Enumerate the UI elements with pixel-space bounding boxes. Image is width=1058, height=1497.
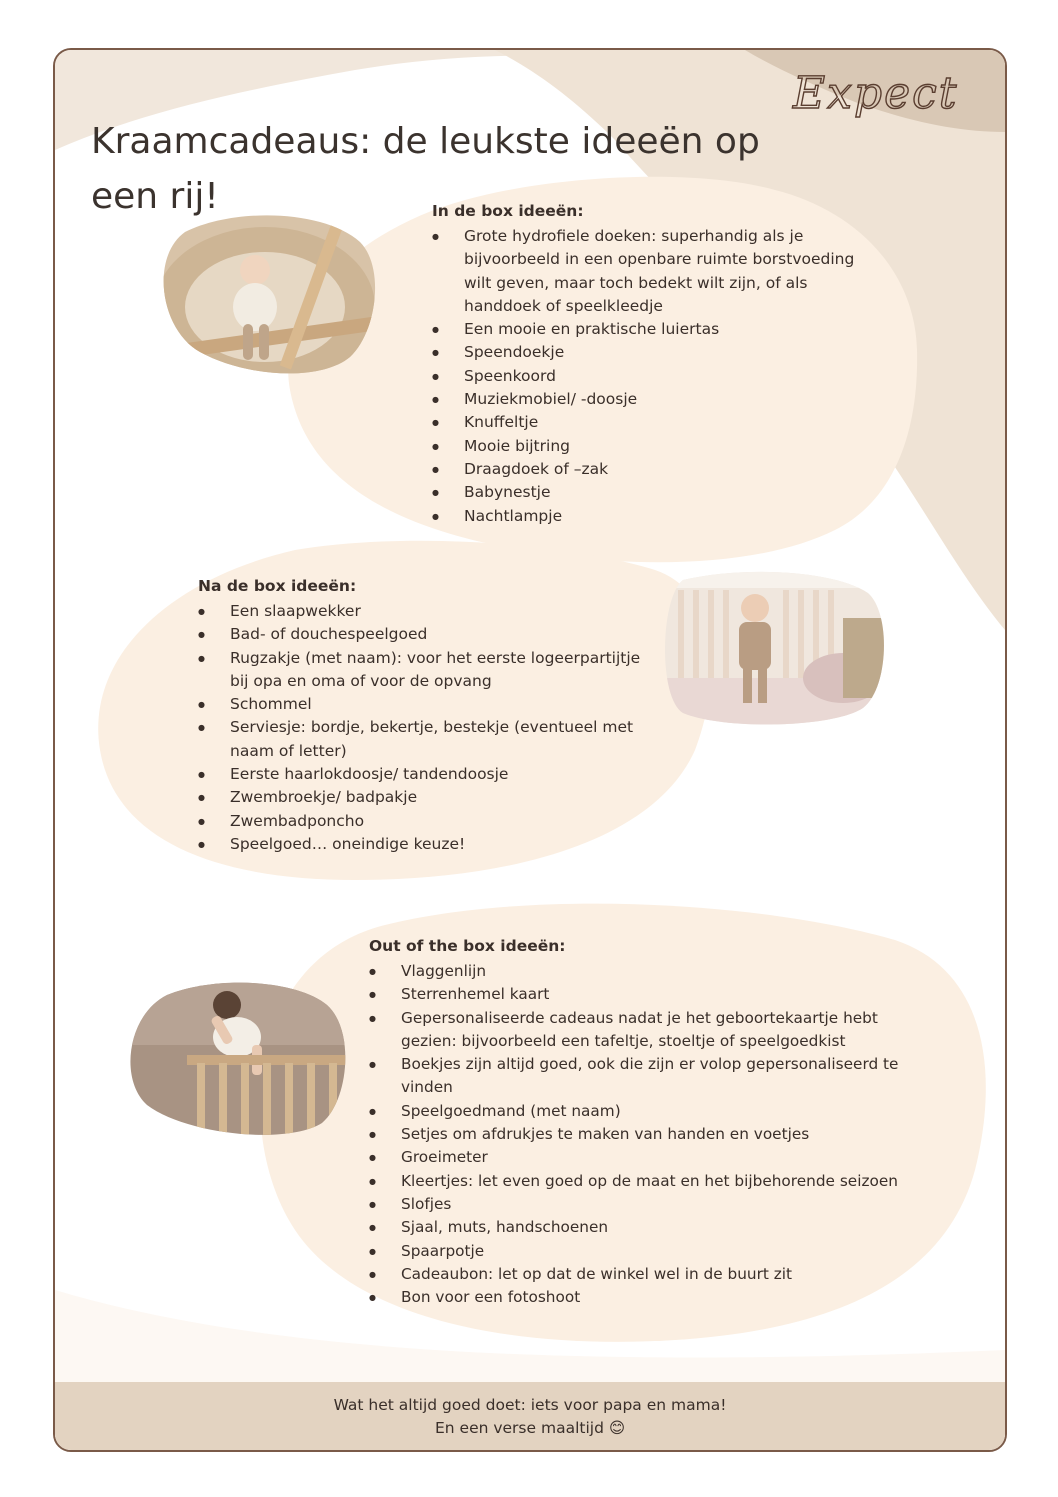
list-item: ● Schommel bbox=[198, 693, 643, 716]
list-item: ● Grote hydrofiele doeken: superhandig als je bijvoorbeeld in een openbare ruimte borstvoeding wilt geven, maar toch bedekt wilt zijn, of als handdoek of speelkleedje bbox=[432, 225, 872, 318]
list-item: ● Nachtlampje bbox=[432, 505, 872, 528]
list-item: ● Spaarpotje bbox=[369, 1240, 917, 1263]
baby-crib-standing-photo bbox=[663, 568, 888, 728]
list-item: ● Een mooie en praktische luiertas bbox=[432, 318, 872, 341]
list-item: ● Gepersonaliseerde cadeaus nadat je het geboortekaartje hebt gezien: bijvoorbeeld een tafeltje, stoeltje of speelgoedkist bbox=[369, 1007, 917, 1054]
idea-list bbox=[432, 225, 872, 528]
expect-logo-mark bbox=[785, 64, 985, 134]
section-heading: Out of the box ideeën: bbox=[369, 937, 566, 955]
list-item: ● Cadeaubon: let op dat de winkel wel in de buurt zit bbox=[369, 1263, 917, 1286]
section-na-de-box bbox=[198, 575, 643, 856]
list-item: ● Sjaal, muts, handschoenen bbox=[369, 1216, 917, 1239]
list-item: ● Sterrenhemel kaart bbox=[369, 983, 917, 1006]
list-item: ● Groeimeter bbox=[369, 1146, 917, 1169]
section-heading: In de box ideeën: bbox=[432, 202, 584, 220]
expect-logo-text: Expect bbox=[793, 68, 959, 119]
list-item: ● Serviesje: bordje, bekertje, bestekje (eventueel met naam of letter) bbox=[198, 716, 643, 763]
idea-list bbox=[198, 600, 643, 856]
idea-list bbox=[369, 960, 917, 1309]
list-item: ● Speendoekje bbox=[432, 341, 872, 364]
list-item: ● Kleertjes: let even goed op de maat en het bijbehorende seizoen bbox=[369, 1170, 917, 1193]
section-in-de-box bbox=[432, 200, 872, 528]
list-item: ● Zwembadponcho bbox=[198, 810, 643, 833]
list-item: ● Boekjes zijn altijd goed, ook die zijn er volop gepersonaliseerd te vinden bbox=[369, 1053, 917, 1100]
list-item: ● Vlaggenlijn bbox=[369, 960, 917, 983]
list-item: ● Zwembroekje/ badpakje bbox=[198, 786, 643, 809]
list-item: ● Setjes om afdrukjes te maken van handen en voetjes bbox=[369, 1123, 917, 1146]
list-item: ● Draagdoek of –zak bbox=[432, 458, 872, 481]
list-item: ● Speenkoord bbox=[432, 365, 872, 388]
list-item: ● Muziekmobiel/ -doosje bbox=[432, 388, 872, 411]
list-item: ● Eerste haarlokdoosje/ tandendoosje bbox=[198, 763, 643, 786]
list-item: ● Speelgoedmand (met naam) bbox=[369, 1100, 917, 1123]
list-item: ● Bad- of douchespeelgoed bbox=[198, 623, 643, 646]
baby-gym-photo bbox=[155, 212, 380, 374]
section-out-of-the-box bbox=[369, 935, 917, 1309]
baby-climbing-crib-photo bbox=[127, 975, 352, 1137]
list-item: ● Rugzakje (met naam): voor het eerste logeerpartijtje bij opa en oma of voor de opvang bbox=[198, 647, 643, 694]
list-item: ● Speelgoed… oneindige keuze! bbox=[198, 833, 643, 856]
expect-logo bbox=[785, 64, 985, 138]
list-item: ● Bon voor een fotoshoot bbox=[369, 1286, 917, 1309]
page-title: Kraamcadeaus: de leukste ideeën op een rij! bbox=[91, 121, 760, 217]
list-item: ● Babynestje bbox=[432, 481, 872, 504]
list-item: ● Een slaapwekker bbox=[198, 600, 643, 623]
page-frame bbox=[53, 48, 1007, 1452]
list-item: ● Slofjes bbox=[369, 1193, 917, 1216]
section-heading: Na de box ideeën: bbox=[198, 577, 357, 595]
footer-line-1: Wat het altijd goed doet: iets voor papa en mama! bbox=[333, 1396, 727, 1414]
list-item: ● Knuffeltje bbox=[432, 411, 872, 434]
list-item: ● Mooie bijtring bbox=[432, 435, 872, 458]
footer-line-2: En een verse maaltijd 😊 bbox=[434, 1419, 625, 1437]
footer-banner bbox=[55, 1382, 1005, 1450]
